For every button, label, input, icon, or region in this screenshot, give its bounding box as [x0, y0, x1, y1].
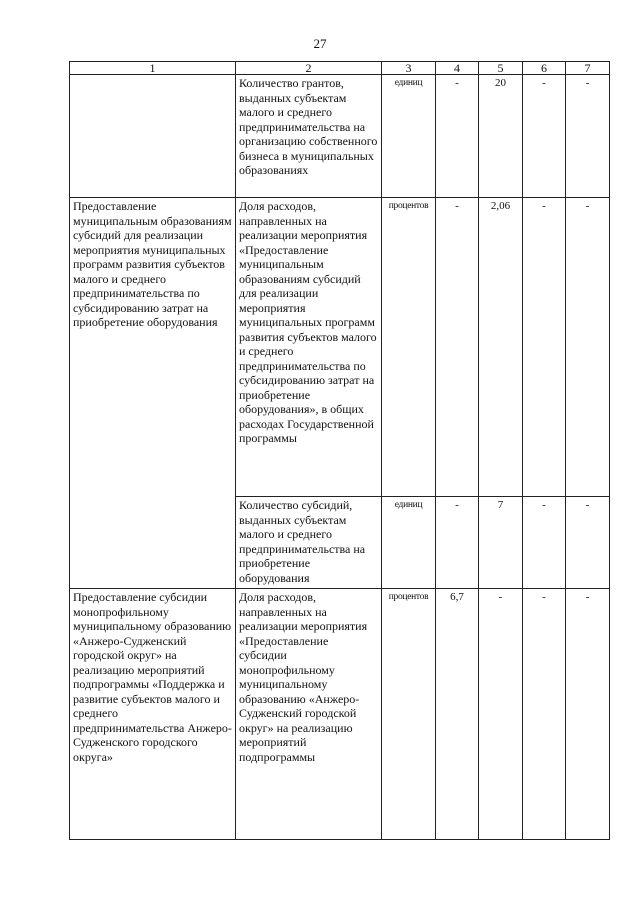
- header-cell: 1: [70, 62, 236, 75]
- value-cell: -: [566, 497, 610, 589]
- value-cell: 6,7: [436, 589, 479, 840]
- indicator-cell: Доля расходов, направленных на реализации мероприятия «Предоставление субсидии монопрофильному муниципальному образованию «Анжеро-Судженский городской округ» на реализацию мероприятий подпрограммы: [236, 589, 382, 840]
- header-cell: 3: [382, 62, 436, 75]
- unit-cell: процентов: [382, 589, 436, 840]
- measure-cell: Предоставление субсидии монопрофильному муниципальному образованию «Анжеро-Судженский городской округ» на реализацию мероприятий подпрограммы «Поддержка и развитие субъектов малого и среднего предпринимательства Анжеро-Судженского городского округа»: [70, 589, 236, 840]
- indicator-cell: Количество субсидий, выданных субъектам малого и среднего предпринимательства на приобретение оборудования: [236, 497, 382, 589]
- unit-cell: процентов: [382, 198, 436, 497]
- value-cell: -: [436, 497, 479, 589]
- value-cell: -: [523, 497, 566, 589]
- table-header-row: [70, 62, 610, 75]
- value-cell: 7: [479, 497, 523, 589]
- value-cell: -: [523, 589, 566, 840]
- value-cell: -: [566, 198, 610, 497]
- header-cell: 7: [566, 62, 610, 75]
- table-row: [70, 75, 610, 198]
- table-row: [70, 589, 610, 840]
- value-cell: -: [523, 75, 566, 198]
- value-cell: -: [566, 589, 610, 840]
- header-cell: 5: [479, 62, 523, 75]
- measure-cell: [70, 75, 236, 198]
- unit-cell: единиц: [382, 75, 436, 198]
- page-number: 27: [313, 36, 327, 51]
- value-cell: -: [479, 589, 523, 840]
- value-cell: -: [523, 198, 566, 497]
- value-cell: -: [436, 75, 479, 198]
- unit-cell: единиц: [382, 497, 436, 589]
- table-row: [70, 198, 610, 497]
- indicator-cell: Количество грантов, выданных субъектам малого и среднего предпринимательства на организацию собственного бизнеса в муниципальных образованиях: [236, 75, 382, 198]
- header-cell: 4: [436, 62, 479, 75]
- value-cell: 20: [479, 75, 523, 198]
- header-cell: 2: [236, 62, 382, 75]
- header-cell: 6: [523, 62, 566, 75]
- measure-cell: Предоставление муниципальным образованиям субсидий для реализации мероприятия муниципальных программ развития субъектов малого и среднего предпринимательства по субсидированию затрат на приобретение оборудования: [70, 198, 236, 589]
- value-cell: -: [566, 75, 610, 198]
- value-cell: 2,06: [479, 198, 523, 497]
- value-cell: -: [436, 198, 479, 497]
- indicators-table: [69, 61, 610, 840]
- indicator-cell: Доля расходов, направленных на реализации мероприятия «Предоставление муниципальным образованиям субсидий для реализации мероприятия муниципальных программ развития субъектов малого и среднего предпринимательства по субсидированию затрат на приобретение оборудования», в общих расходах Государственной программы: [236, 198, 382, 497]
